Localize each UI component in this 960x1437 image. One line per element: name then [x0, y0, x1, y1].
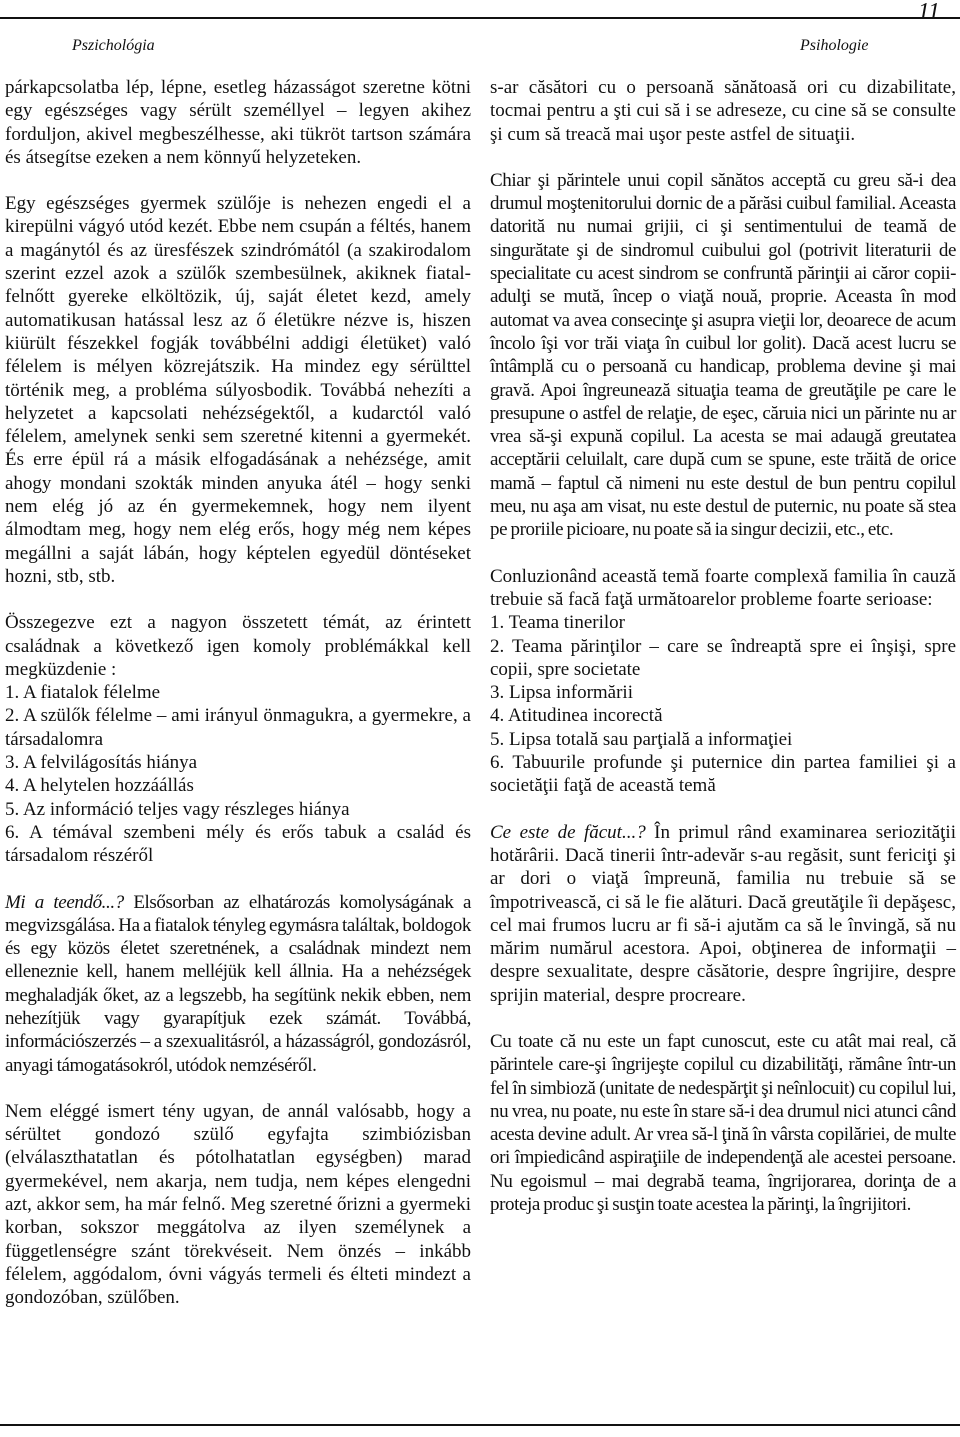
paragraph: s-ar căsători cu o persoană sănătoasă ori cu dizabilitate, tocmai pentru a şti cui să i se adreseze, cu cine să se consulte şi cum să treacă mai uşor peste astfel de situaţii. — [490, 77, 956, 145]
problems-section — [490, 565, 956, 798]
left-column-title: Pszichológia — [72, 37, 155, 54]
problems-list — [490, 611, 956, 797]
list-item: 2. A szülők félelme – ami irányul önmagukra, a gyermekre, a társadalomra — [5, 705, 471, 750]
list-item: 1. A fiatalok félelme — [5, 682, 161, 704]
paragraph — [490, 821, 956, 1007]
hungarian-column — [5, 76, 471, 1333]
list-intro: Összegezve ezt a nagyon összetett témát, az érintett családnak a következő igen komoly problémákkal kell megküzdenie : — [5, 612, 471, 680]
list-item: 4. Atitudinea incorectă — [490, 705, 663, 727]
list-item: 5. Az információ teljes vagy részleges hiánya — [5, 798, 350, 820]
paragraph: Egy egészséges gyermek szülője is nehezen engedi el a kirepülni vágyó utód kezét. Ebbe nem csupán a féltés, hanem a magánytól és az üresfészek szindrómától (a szakirodalom szerint ezzel azok a szülők szembesülnek, akiknek fiatal-felnőtt gyereke elköltözik, új, saját életet kezd, amely automatikusan hatással lesz az ő életükre nézve is, hiszen kiürült fészekkel fogják továbbélni addigi életüket) való félelem is mélyen közrejátszik. Ha mindez egy sérülttel történik meg, a probléma súlyosbodik. Továbbá nehezíti a helyzetet a kapcsolati nehézségektől, a kudarctól való félelem, amelynek senki sem szeretné kitenni a gyermekét. És erre épül rá a másik elfogadásának a nehézsége, amit ahogy mondani szokták minden anyuka átél – hogy senki nem elég jó az én gyermekemnek, hogy nem ilyent álmodtam meg, hogy nem elég erős, hogy még nem képes megállni a saját lábán, hogy képtelen egyedül döntéseket hozni, stb, stb. — [5, 193, 471, 587]
problems-section — [5, 611, 471, 867]
paragraph: Cu toate că nu este un fapt cunoscut, este cu atât mai real, că părintele care-şi îngrijeşte copilul cu dizabilităţi, rămâne într-un fel în simbioză (unitate de nedespărţit şi neînlocuit) cu copilul lui, nu vrea, nu poate, nu este în stare să-i dea drumul nici atunci când acesta devine adult. Ar vrea să-l ţină în vârsta copilăriei, de multe ori împiedicând aspiraţiile de independenţă ale acestei persoane. Nu egoismul – mai degrabă teama, îngrijorarea, dorinţa de a proteja produc şi susţin toate acestea la părinţi, la îngrijitori. — [490, 1030, 956, 1216]
list-item: 5. Lipsa totală sau parţială a informaţiei — [490, 728, 793, 750]
footer-rule — [0, 1424, 960, 1426]
list-item: 4. A helytelen hozzáállás — [5, 775, 194, 797]
paragraph: Nem eléggé ismert tény ugyan, de annál valósabb, hogy a sérültet gondozó szülő egyfajta szimbiózisban (elválaszthatatlan és pótolhatatlan egységben) marad gyermekével, nem akarja, nem tudja, nem képes elengedni azt, akkor sem, ha már felnő. Meg szeretné őrizni a gyermeki korban, sokszor meggátolva az ilyen személynek a függetlenségre szánt törekvéseit. Nem önzés – inkább félelem, aggódalom, óvni vágyás termeli és élteti mindezt a gondozóban, szülőben. — [5, 1100, 471, 1309]
list-item: 2. Teama părinţilor – care se îndreaptă spre ei înşişi, spre copii, spre societate — [490, 635, 956, 680]
question-italic: Ce este de făcut...? — [490, 821, 646, 843]
list-item: 6. Tabuurile profunde şi puternice din partea familiei şi a societăţii faţă de această temă — [490, 752, 956, 797]
list-item: 1. Teama tinerilor — [490, 612, 625, 634]
page-number: 11 — [917, 0, 940, 25]
list-intro: Conluzionând această temă foarte complexă familia în cauză trebuie să facă faţă următoarelor probleme foarte serioase: — [490, 565, 956, 610]
paragraph: párkapcsolatba lép, lépne, esetleg házasságot szeretne kötni egy egészséges vagy sérült személlyel – legyen akihez forduljon, akivel megbeszélhesse, aki tükröt tartson számára és átsegítse ezeken a nem könnyű helyzeteken. — [5, 77, 471, 168]
paragraph: Chiar şi părintele unui copil sănătos acceptă cu greu să-i dea drumul moştenitorului dornic de a părăsi cuibul familial. Aceasta datorită nu numai grijii, ci şi sentimentului de teamă de singurătate şi de sindromul cuibului gol (potrivit literaturii de specialitate cu acest sindrom se confruntă părinţii ai căror copii-adulţi se mută, încep o viaţă nouă, proprie. Aceasta în mod automat va avea consecinţe şi asupra vieţii lor, deoarece de acum încolo îşi vor trăi viaţa în cuibul lor golit). Dacă acest lucru se întâmplă cu o persoană cu handicap, problema devine şi mai gravă. Apoi îngreunează situaţia teama de greutăţile pe care le presupune o astfel de relaţie, de eşec, căruia nici un părinte nu ar vrea să-şi expună copilul. La acesta se mai adaugă greutatea acceptării celuilalt, care după cum se spune, este trăită de orice mamă – faptul că nimeni nu este destul de bun pentru copilul meu, nu aşa am visat, nu este destul de puternic, nu poate să stea pe proriile picioare, nu poate să ia singur decizii, etc., etc. — [490, 169, 956, 541]
paragraph-text: În primul rând examinarea seriozităţii hotărârii. Dacă tinerii într-adevăr s-au regăsit, sunt fericiţi şi ar dori o viaţă împreună, familia nu trebuie să se împotrivească, ci să le fie alături. Dacă greutăţile îi depăşesc, cel mai frumos lucru ar fi să-i ajutăm ca să le învingă, să nu mărim numărul acestora. Apoi, obţinerea de informaţii – despre sexualitate, despre căsătorie, despre îngrijire, despre sprijin material, despre procreare. — [490, 821, 956, 1006]
problems-list — [5, 681, 471, 867]
paragraph — [5, 891, 471, 1077]
paragraph-text: Elsősorban az elhatározás komolyságának a megvizsgálása. Ha a fiatalok tényleg egymásra találtak, boldogok és egy közös életet szeretnének, a családnak mindezt nem elleneznie kell, hanem melléjük kell állnia. Ha a nehézségek meghaladják őket, az a legszebb, ha segítünk nekik ebben, nem nehezítjük vagy gyarapítjuk ezek számát. Továbbá, információszerzés – a szexualitásról, a házasságról, gondozásról, anyagi támogatásokról, utódok nemzéséről. — [5, 891, 471, 1076]
romanian-column — [490, 76, 956, 1239]
header-rule — [0, 17, 960, 19]
list-item: 6. A témával szembeni mély és erős tabuk a család és társadalom részéről — [5, 821, 471, 867]
list-item: 3. A felvilágosítás hiánya — [5, 752, 198, 774]
question-italic: Mi a teendő...? — [5, 891, 124, 913]
right-column-title: Psihologie — [800, 37, 869, 54]
list-item: 3. Lipsa informării — [490, 682, 633, 704]
